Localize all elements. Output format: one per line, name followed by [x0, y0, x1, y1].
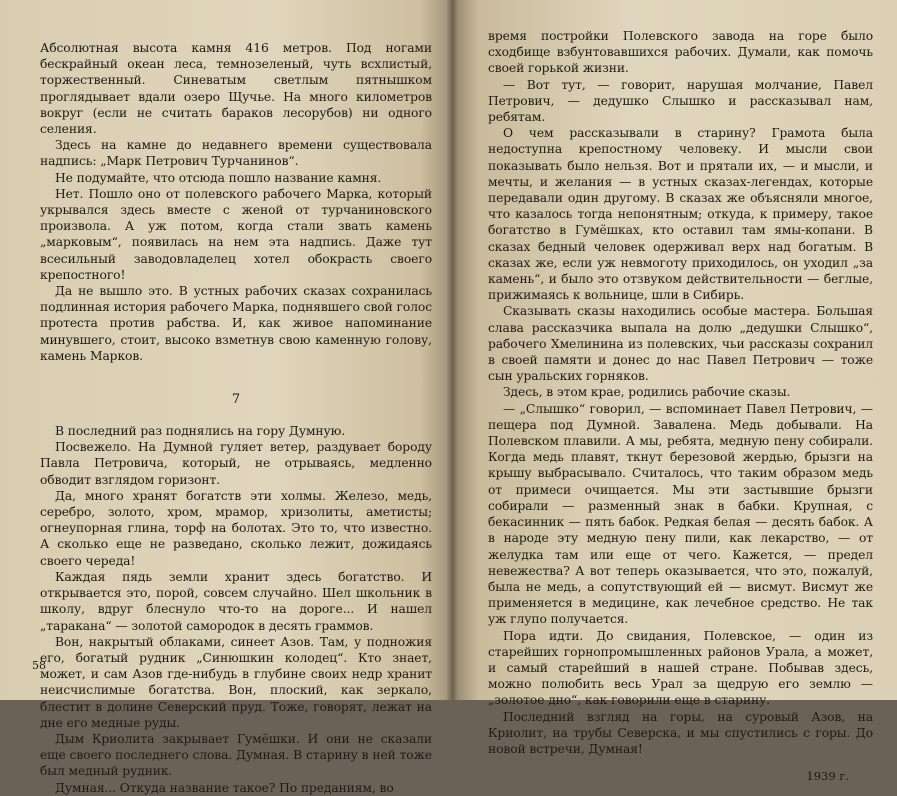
- date-signature: 1939 г.: [806, 769, 849, 784]
- paragraph: — Вот тут, — говорит, нарушая молчание, Павел Петрович, — дедушко Слышко и рассказывал нам, ребятам.: [488, 77, 873, 125]
- paragraph: Дым Криолита закрывает Гумёшки. И они не сказали еще своего последнего слова. Думная. В старину в ней тоже был медный рудник.: [40, 731, 432, 779]
- paragraph: В последний раз поднялись на гору Думную.: [55, 424, 346, 439]
- paragraph: Здесь на камне до недавнего времени существовала надпись: „Марк Петрович Турчанинов“.: [40, 138, 432, 169]
- paragraph: Каждая пядь земли хранит здесь богатство. И открывается это, порой, совсем случайно. Шел школьник в школу, вдруг блеснуло что-то на дороге... И нашел „таракана“ — золотой самородок в десять граммов.: [40, 569, 432, 633]
- right-text: [488, 28, 873, 757]
- page-number: 58: [32, 659, 46, 672]
- paragraph: Да не вышло это. В устных рабочих сказах сохранилась подлинная история рабочего Марка, поднявшего свой голос протеста против рабства. И, как живое напоминание минувшего, стоит, высоко взметнув свою каменную голову, камень Марков.: [40, 284, 432, 363]
- paragraph: О чем рассказывали в старину? Грамота была недоступна крепостному человеку. И мысли свои показывать было нельзя. Вот и прятали их, — и мысли, и мечты, и желания — в устных сказах-легендах, которые передавали один другому. В сказах же объясняли многое, что казалось тогда непонятным; откуда, к примеру, такое богатство в Гумёшках, кто оставил там ямы-копани. В сказах бедный человек одерживал верх над богатым. В сказах же, если уж невмоготу приходилось, он уходил „за камень“, и было это отзвуком действительности — беглые, прижимаясь к вольнице, шли в Сибирь.: [488, 126, 873, 303]
- paragraph: Не подумайте, что отсюда пошло название камня.: [55, 170, 382, 185]
- paragraph: Здесь, в этом крае, родились рабочие сказы.: [503, 385, 791, 400]
- paragraph: — „Слышко“ говорил, — вспоминает Павел Петрович, — пещера под Думной. Завалена. Медь добывали. На Полевском плавили. А мы, ребята, медную пену собирали. Когда медь плавят, ткнут березовой жердью, брызги на крышу выбрасывало. Считалось, что таким образом медь от примеси очищается. Мы эти застывшие брызги собирали — разменный знак в бабки. Крупная, с бекасинник — пять бабок. Редкая белая — десять бабок. А в народе эту медную пену пили, как лекарство, — от желудка там или еще от чего. Кажется, — предел невежества? А вот теперь оказывается, что это, пожалуй, была не медь, а сопутствующий ей — висмут. Висмут же применяется в медицине, как лечебное средство. Не так уж глупо получается.: [488, 401, 873, 627]
- left-text-bottom: [40, 423, 432, 796]
- paragraph: Нет. Пошло оно от полевского рабочего Марка, который укрывался здесь вместе с женой от турчаниновского произвола. А уж потом, когда стали звать камень „марковым“, появилась на нем эта надпись. Даже тут всесильный заводовладелец хотел обокрасть своего крепостного!: [40, 186, 432, 282]
- chapter-number: 7: [231, 392, 241, 408]
- paragraph: Пора идти. До свидания, Полевское, — один из старейших горнопромышленных районов Урала, а может, и самый старейший в нашей стране. Побывав здесь, можно полюбить весь Урал за щедрую его землю — „золотое дно“, как говорили еще в старину.: [488, 628, 873, 708]
- right-page: [452, 0, 897, 784]
- paragraph: время постройки Полевского завода на горе было сходбище взбунтовавшихся рабочих. Думали, как помочь своей горькой жизни.: [488, 29, 873, 76]
- paragraph: Абсолютная высота камня 416 метров. Под ногами бескрайный океан леса, темнозеленый, чуть всхлистый, торжественный. Синеватым светлым пятнышком проглядывает вдали озеро Щучье. На много километров вокруг (если не считать бараков лесорубов) ни одного селения.: [40, 41, 432, 137]
- paragraph: Думная... Откуда название такое? По преданиям, во: [55, 780, 394, 795]
- paragraph: Да, много хранят богатств эти холмы. Железо, медь, серебро, золото, хром, мрамор, хризолиты, аметисты; огнеупорная глина, торф на болотах. Это то, что известно. А сколько еще не разведано, сколько лежит, дожидаясь своего череда!: [40, 488, 432, 568]
- left-text-top: [40, 40, 432, 364]
- paragraph: Последний взгляд на горы, на суровый Азов, на Криолит, на трубы Северска, и мы спустились с горы. До новой встречи, Думная!: [488, 709, 873, 756]
- paragraph: Сказывать сказы находились особые мастера. Большая слава рассказчика выпала на долю „дедушки Слышко“, рабочего Хмелинина из полевских, чьи рассказы сохранил в своей памяти и донес до нас Павел Петрович — тоже сын уральских горняков.: [488, 304, 873, 384]
- paragraph: Вон, накрытый облаками, синеет Азов. Там, у подножия его, богатый рудник „Синюшкин колодец“. Кто знает, может, и сам Азов где-нибудь в глубине своих недр хранит неисчислимые богатства. Вон, плоский, как зеркало, блестит в долине Северский пруд. Тоже, говорят, лежат на дне его медные руды.: [40, 634, 432, 730]
- paragraph: Посвежело. На Думной гуляет ветер, раздувает бороду Павла Петровича, который, не отрываясь, медленно обводит взглядом горизонт.: [40, 440, 432, 487]
- book-spine: [446, 0, 458, 700]
